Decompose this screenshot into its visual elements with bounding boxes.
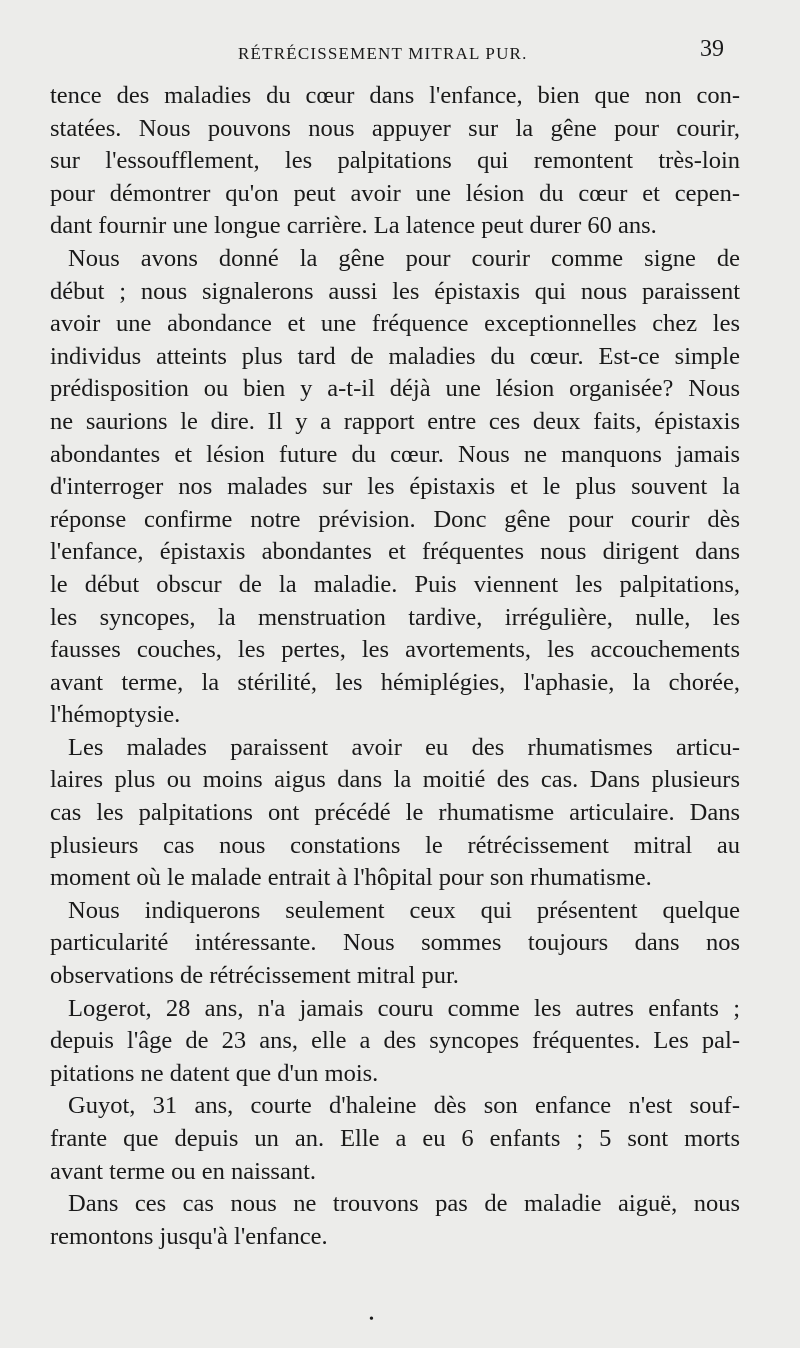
text-line: le début obscur de la maladie. Puis viennent les palpitations, [50, 570, 740, 598]
text-line: les syncopes, la menstruation tardive, irrégulière, nulle, les [50, 603, 740, 631]
text-line: l'hémoptysie. [50, 701, 181, 729]
text-line: l'enfance, épistaxis abondantes et fréquentes nous dirigent dans [50, 538, 740, 566]
text-line: tence des maladies du cœur dans l'enfance, bien que non con- [50, 82, 740, 109]
text-line: Guyot, 31 ans, courte d'haleine dès son enfance n'est souf- [68, 1092, 740, 1120]
text-line: particularité intéressante. Nous sommes toujours dans nos [50, 929, 740, 957]
text-line: avoir une abondance et une fréquence exceptionnelles chez les [50, 310, 740, 338]
page-number: 39 [700, 36, 724, 62]
text-line: Nous avons donné la gêne pour courir comme signe de [68, 244, 740, 272]
running-title: RÉTRÉCISSEMENT MITRAL PUR. [238, 44, 528, 63]
text-line: moment où le malade entrait à l'hôpital pour son rhumatisme. [50, 864, 652, 892]
text-line: Dans ces cas nous ne trouvons pas de maladie aiguë, nous [68, 1190, 740, 1218]
text-line: abondantes et lésion future du cœur. Nous ne manquons jamais [50, 440, 740, 468]
bottom-mark: • [369, 1312, 374, 1327]
body-text [50, 80, 740, 1253]
text-line: remontons jusqu'à l'enfance. [50, 1222, 328, 1250]
text-line: plusieurs cas nous constations le rétrécissement mitral au [50, 831, 740, 859]
text-line: réponse confirme notre prévision. Donc gêne pour courir dès [50, 505, 740, 533]
text-line: dant fournir une longue carrière. La latence peut durer 60 ans. [50, 212, 657, 240]
page-header [0, 34, 800, 74]
text-line: observations de rétrécissement mitral pur. [50, 962, 459, 990]
text-line: pitations ne datent que d'un mois. [50, 1059, 379, 1087]
text-line: statées. Nous pouvons nous appuyer sur la gêne pour courir, [50, 114, 740, 142]
text-line: d'interroger nos malades sur les épistaxis et le plus souvent la [50, 473, 740, 501]
text-line: sur l'essoufflement, les palpitations qui remontent très-loin [50, 147, 740, 175]
text-line: ne saurions le dire. Il y a rapport entre ces deux faits, épistaxis [50, 407, 740, 435]
text-line: avant terme ou en naissant. [50, 1157, 317, 1185]
text-line: depuis l'âge de 23 ans, elle a des syncopes fréquentes. Les pal- [50, 1027, 740, 1055]
text-line: laires plus ou moins aigus dans la moitié des cas. Dans plusieurs [50, 766, 740, 794]
text-line: pour démontrer qu'on peut avoir une lésion du cœur et cepen- [50, 179, 740, 207]
text-line: individus atteints plus tard de maladies du cœur. Est-ce simple [50, 342, 740, 370]
text-line: Les malades paraissent avoir eu des rhumatismes articu- [68, 733, 740, 761]
text-line: Nous indiquerons seulement ceux qui présentent quelque [68, 896, 740, 924]
text-line: cas les palpitations ont précédé le rhumatisme articulaire. Dans [50, 799, 740, 827]
text-line: frante que depuis un an. Elle a eu 6 enfants ; 5 sont morts [50, 1125, 740, 1152]
text-line: fausses couches, les pertes, les avortements, les accouchements [50, 636, 740, 664]
text-line: début ; nous signalerons aussi les épistaxis qui nous paraissent [50, 277, 740, 305]
text-line: avant terme, la stérilité, les hémiplégies, l'aphasie, la chorée, [50, 668, 740, 696]
text-line: Logerot, 28 ans, n'a jamais couru comme les autres enfants ; [68, 994, 740, 1022]
text-line: prédisposition ou bien y a-t-il déjà une lésion organisée? Nous [50, 375, 740, 403]
